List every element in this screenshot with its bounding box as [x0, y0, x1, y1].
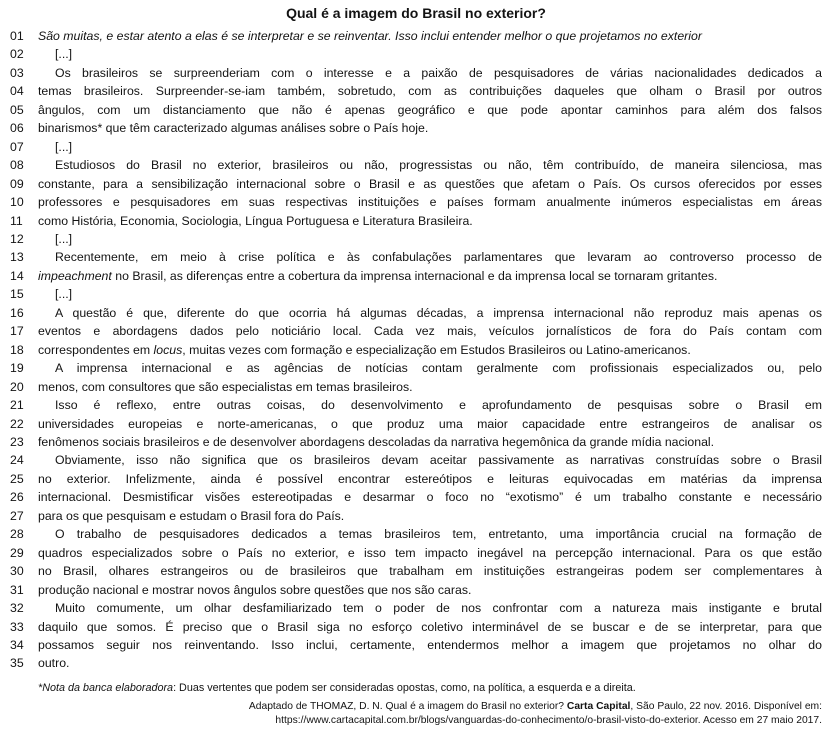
- text-line: [10, 64, 822, 82]
- line-text: [38, 562, 822, 580]
- text-segment: locus: [153, 342, 183, 357]
- page-title: Qual é a imagem do Brasil no exterior?: [286, 5, 546, 21]
- line-text: [38, 175, 822, 193]
- line-text: [38, 248, 822, 266]
- line-text: [38, 415, 822, 433]
- line-number: 10: [10, 195, 24, 210]
- line-text: [38, 433, 822, 451]
- line-number: 05: [10, 102, 24, 117]
- line-number: 33: [10, 619, 24, 634]
- line-text: [38, 636, 822, 654]
- line-number: 21: [10, 398, 24, 413]
- text-line: [10, 359, 822, 377]
- line-text: [38, 525, 822, 543]
- citation-line-1: [10, 700, 822, 715]
- text-segment: constante, para a sensibilização internacional sobre o Brasil e as questões que afetam o País. Os cursos oferecidos por esses: [38, 176, 822, 191]
- text-segment: binarismos* que têm caracterizado algumas análises sobre o País hoje.: [38, 121, 429, 136]
- text-line: [10, 488, 822, 506]
- text-segment: [...]: [55, 47, 73, 62]
- text-segment: Recentemente, em meio à crise política e às confabulações parlamentares que levaram ao controverso processo de: [55, 250, 822, 265]
- text-line: [10, 230, 822, 248]
- line-number: 07: [10, 139, 24, 154]
- text-segment: A questão é que, diferente do que ocorria há algumas décadas, a imprensa internacional não reproduz mais apenas os: [55, 305, 822, 320]
- line-number: 14: [10, 268, 24, 283]
- line-text: [38, 119, 822, 137]
- text-segment: eventos e abordagens dados pelo noticiário local. Cada vez mais, veículos jornalísticos de fora do País contam com: [38, 324, 822, 339]
- text-segment: Isso é reflexo, entre outras coisas, do desenvolvimento e aprofundamento de pesquisas sobre o Brasil em: [55, 398, 822, 413]
- text-segment: Obviamente, isso não significa que os brasileiros devam aceitar passivamente as narrativas construídas sobre o Brasil: [55, 453, 822, 468]
- text-segment: O trabalho de pesquisadores dedicados a temas brasileiros tem, entretanto, uma importância crucial na formação de: [55, 527, 822, 542]
- text-segment: , muitas vezes com formação e especialização em Estudos Brasileiros ou Latino-americanos.: [182, 342, 691, 357]
- line-text: [38, 267, 822, 285]
- text-line: [10, 581, 822, 599]
- line-number: 35: [10, 656, 24, 671]
- text-segment: fenômenos sociais brasileiros e de desenvolver abordagens descoladas da narrativa hegemônica da grande mídia nacional.: [38, 434, 715, 449]
- text-segment: correspondentes em: [38, 342, 154, 357]
- line-text: [38, 101, 822, 119]
- line-number: 25: [10, 471, 24, 486]
- text-line: [10, 470, 822, 488]
- text-line: [10, 636, 822, 654]
- text-line: [10, 378, 822, 396]
- text-line: [10, 507, 822, 525]
- text-segment: como História, Economia, Sociologia, Língua Portuguesa e Literatura Brasileira.: [38, 213, 473, 228]
- text-segment: Os brasileiros se surpreenderiam com o interesse e a paixão de pesquisadores de várias nacionalidades dedicados a: [55, 65, 822, 80]
- text-line: [10, 119, 822, 137]
- text-line: [10, 156, 822, 174]
- line-text: [38, 544, 822, 562]
- line-text: [38, 341, 822, 359]
- line-text: [38, 230, 822, 248]
- line-number: 06: [10, 121, 24, 136]
- line-number: 20: [10, 379, 24, 394]
- citation-line-2: https://www.cartacapital.com.br/blogs/vanguardas-do-conhecimento/o-brasil-visto-do-exterior. Acesso em 27 maio 2017.: [275, 715, 822, 727]
- line-number: 16: [10, 305, 24, 320]
- line-text: [38, 156, 822, 174]
- line-text: [38, 138, 822, 156]
- text-segment: no Brasil, olhares estrangeiros ou de brasileiros que trabalham em instituições estrangeiras podem ser complementares à: [38, 564, 822, 579]
- line-number: 15: [10, 287, 24, 302]
- text-line: [10, 193, 822, 211]
- line-text: [38, 285, 822, 303]
- line-text: [38, 581, 822, 599]
- text-line: [10, 101, 822, 119]
- text-segment: possamos seguir nos reinventando. Isso inclui, certamente, entendermos melhor a imagem que projetamos no olhar do: [38, 637, 822, 652]
- line-number: 31: [10, 582, 24, 597]
- text-segment: impeachment: [38, 268, 112, 283]
- line-text: [38, 45, 822, 63]
- line-text: [38, 618, 822, 636]
- text-segment: [...]: [55, 139, 73, 154]
- line-number: 30: [10, 564, 24, 579]
- text-segment: temas brasileiros. Surpreender-se-iam também, sobretudo, com as contribuições daqueles que olham o Brasil por outros: [38, 84, 822, 99]
- line-number: 04: [10, 84, 24, 99]
- line-number: 11: [10, 213, 23, 228]
- line-number: 23: [10, 434, 24, 449]
- line-number: 32: [10, 601, 24, 616]
- line-text: [38, 396, 822, 414]
- text-line: [10, 45, 822, 63]
- text-segment: A imprensa internacional e as agências de notícias contam geralmente com profissionais especializados ou, pelo: [55, 361, 822, 376]
- text-line: [10, 525, 822, 543]
- text-line: [10, 285, 822, 303]
- text-line: [10, 415, 822, 433]
- citation: [10, 700, 822, 729]
- text-segment: *Nota da banca elaboradora: [38, 681, 174, 694]
- line-number: 22: [10, 416, 24, 431]
- text-segment: Adaptado de THOMAZ, D. N. Qual é a imagem do Brasil no exterior?: [248, 700, 567, 712]
- text-segment: , São Paulo, 22 nov. 2016. Disponível em:: [630, 700, 822, 712]
- footnote: [38, 681, 822, 695]
- text-line: [10, 138, 822, 156]
- text-segment: Carta Capital: [566, 700, 631, 712]
- text-segment: [...]: [55, 287, 73, 302]
- line-text: [38, 359, 822, 377]
- line-number: 08: [10, 158, 24, 173]
- text-segment: no Brasil, as diferenças entre a cobertura da imprensa internacional e da imprensa local se tornaram gritantes.: [111, 268, 718, 283]
- line-number: 03: [10, 65, 24, 80]
- line-number: 24: [10, 453, 24, 468]
- line-text: [38, 212, 822, 230]
- text-segment: universidades europeias e norte-americanas, o que produz uma maior capacidade entre estrangeiros de analisar os: [38, 416, 822, 431]
- line-text: [38, 470, 822, 488]
- line-number: 13: [10, 250, 24, 265]
- text-line: [10, 248, 822, 266]
- text-segment: no exterior. Infelizmente, ainda é possível encontrar estereótipos e leituras equivocadas em matérias da imprensa: [38, 471, 822, 486]
- text-segment: outro.: [38, 656, 70, 671]
- text-segment: daquilo que somos. É preciso que o Brasil siga no esforço coletivo interminável de se buscar e de se interpretar, para que: [38, 619, 822, 634]
- text-line: [10, 82, 822, 100]
- line-number: 19: [10, 361, 24, 376]
- text-line: [10, 433, 822, 451]
- text-line: [10, 599, 822, 617]
- line-text: [38, 64, 822, 82]
- text-segment: para os que pesquisam e estudam o Brasil fora do País.: [38, 508, 345, 523]
- text-segment: professores e pesquisadores em suas respectivas instituições e países formam anualmente inúmeros especialistas em áreas: [38, 195, 822, 210]
- line-number: 18: [10, 342, 24, 357]
- line-number: 26: [10, 490, 24, 505]
- text-segment: São muitas, e estar atento a elas é se interpretar e se reinventar. Isso inclui entender melhor o que projetamos no exterior: [38, 29, 702, 43]
- text-line: [10, 304, 822, 322]
- line-text: [38, 654, 822, 672]
- line-text: [38, 304, 822, 322]
- text-line: [10, 175, 822, 193]
- text-line: [10, 618, 822, 636]
- line-number: 02: [10, 47, 24, 62]
- line-number: 12: [10, 231, 24, 246]
- line-text: [38, 82, 822, 100]
- text-line: [10, 267, 822, 285]
- line-text: [38, 507, 822, 525]
- text-segment: : Duas vertentes que podem ser consideradas opostas, como, na política, a esquerda e a direita.: [173, 681, 636, 694]
- line-number: 17: [10, 324, 24, 339]
- text-segment: internacional. Desmistificar visões estereotipadas e desarmar o foco no “exotismo” é um trabalho constante e necessário: [38, 490, 822, 505]
- line-text: [38, 378, 822, 396]
- text-body: [10, 27, 822, 673]
- text-segment: ângulos, com um distanciamento que não é apenas geográfico e que pode apontar caminhos para além dos falsos: [38, 102, 822, 117]
- line-text: [38, 27, 822, 45]
- text-line: [10, 396, 822, 414]
- line-number: 01: [10, 29, 24, 43]
- line-text: [38, 451, 822, 469]
- text-line: [10, 27, 822, 45]
- text-line: [10, 544, 822, 562]
- line-text: [38, 599, 822, 617]
- text-line: [10, 341, 822, 359]
- line-number: 29: [10, 545, 24, 560]
- text-segment: Estudiosos do Brasil no exterior, brasileiros ou não, progressistas ou não, têm contribuído, de maneira silenciosa, mas: [55, 158, 822, 173]
- line-text: [38, 488, 822, 506]
- text-line: [10, 212, 822, 230]
- text-line: [10, 654, 822, 672]
- line-number: 27: [10, 508, 24, 523]
- line-text: [38, 193, 822, 211]
- text-segment: produção nacional e mostrar novos ângulos sobre questões que nos são caras.: [38, 582, 472, 597]
- line-number: 28: [10, 527, 24, 542]
- text-segment: quadros especializados sobre o País no exterior, e isso tem impacto inegável na percepção internacional. Para os que estão: [38, 545, 822, 560]
- text-line: [10, 562, 822, 580]
- text-segment: [...]: [55, 231, 73, 246]
- text-segment: menos, com consultores que são especialistas em temas brasileiros.: [38, 379, 413, 394]
- text-line: [10, 322, 822, 340]
- line-number: 34: [10, 637, 24, 652]
- text-line: [10, 451, 822, 469]
- line-number: 09: [10, 176, 24, 191]
- text-segment: Muito comumente, um olhar desfamiliarizado tem o poder de nos confrontar com a natureza mais instigante e brutal: [55, 601, 822, 616]
- line-text: [38, 322, 822, 340]
